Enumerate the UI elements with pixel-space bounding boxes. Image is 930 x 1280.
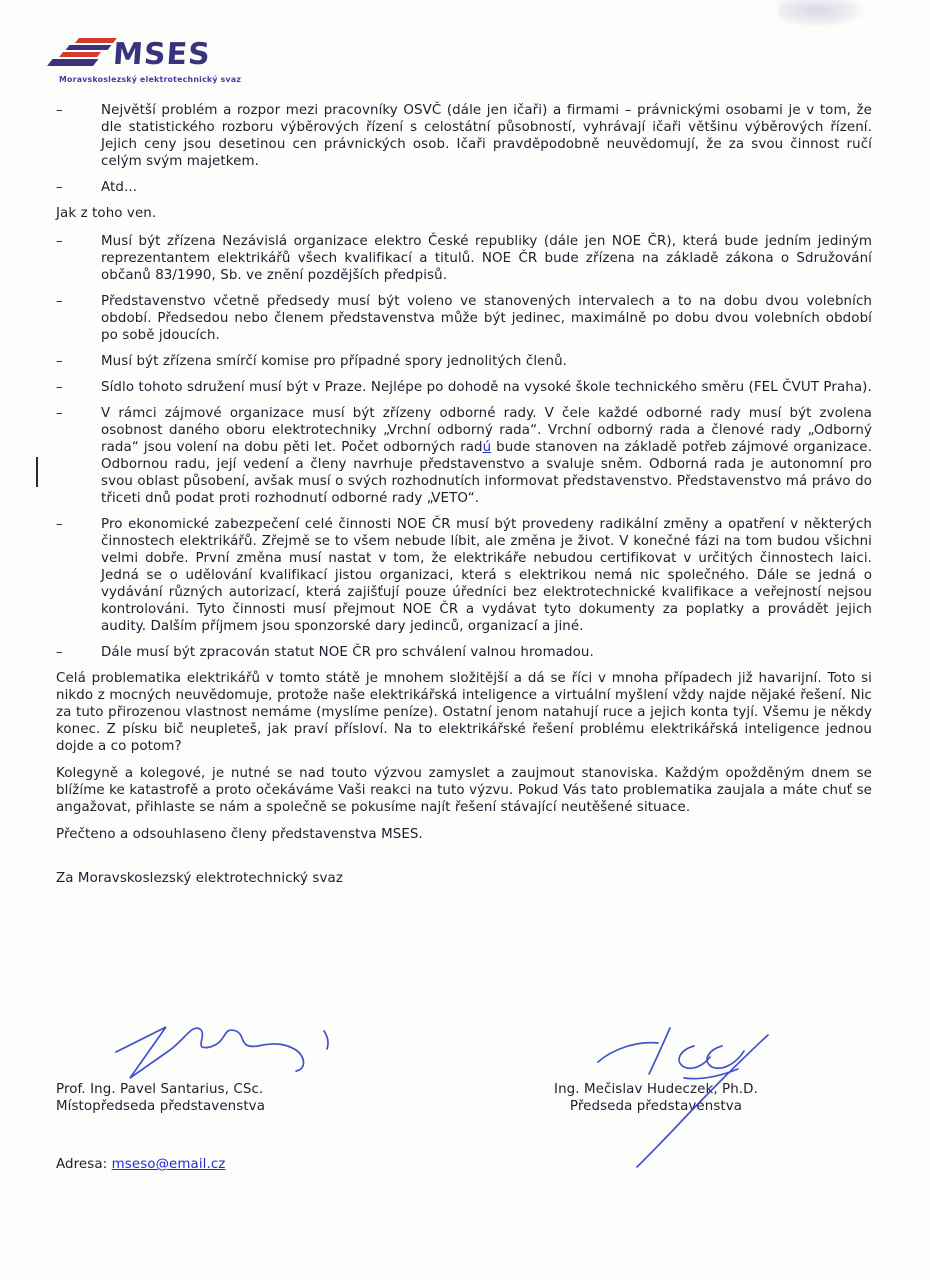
inline-text: bude stanoven na základě potřeb zájmové organizace. Odbornou radu, její vedení a členy navrhuje představenstvo a svaluje sněm. Odborná rada je autonomní pro svou oblast působení, avšak musí o svých rozhodnutích informovat představenstvo. Představenstvo má právo do třiceti dnů podat proti rozhodnutí odborné rady „VETO“. (101, 440, 872, 506)
bullet-text (101, 516, 872, 635)
signatory-title: Předseda představenstva (569, 1099, 743, 1114)
signature-block-right (548, 1081, 764, 1115)
bullet-dash: – (56, 354, 63, 369)
bullet-item (56, 102, 872, 170)
address-line (56, 1156, 225, 1173)
body-paragraphs (56, 670, 872, 816)
bullet-text (101, 644, 872, 661)
bullet-text (101, 353, 872, 370)
bullet-text (101, 379, 872, 396)
bullet-dash: – (56, 645, 63, 660)
signature-block-left (56, 1081, 265, 1115)
margin-mark-artifact (36, 457, 38, 487)
closing-line: Přečteno a odsouhlaseno členy představenstva MSES. (56, 827, 423, 842)
signatory-title: Místopředseda představenstva (56, 1099, 266, 1114)
bullet-text (101, 102, 872, 170)
inline-text: Musí být zřízena Nezávislá organizace elektro České republiky (dále jen NOE ČR), která bude jedním jediným reprezentantem elektrikářů všech kvalifikací a titulů. NOE ČR bude zřízena na základě zákona o Sdružování občanů 83/1990, Sb. ve znění pozdějších předpisů. (101, 234, 872, 283)
bullet-item (56, 179, 872, 196)
bullet-item (56, 644, 872, 661)
bullet-item (56, 405, 872, 507)
inline-text: Atd... (101, 180, 138, 195)
bullet-dash: – (56, 103, 63, 118)
signature-ink-left-accent (324, 1031, 328, 1049)
inline-text: V rámci zájmové organizace musí být zřízeny odborné rady. V čele každé odborné rady musí být zvolena osobnost daného oboru elektrotechniky „Vrchní odborný rada“. Vrchní odborný rada a členové rady „Odborný rada“ jsou volení na dobu pěti let. Počet odborných rad (101, 406, 872, 455)
email-link[interactable]: mseso@email.cz (111, 1157, 226, 1172)
transition-line: Jak z toho ven. (56, 206, 157, 221)
inline-text: Sídlo tohoto sdružení musí být v Praze. Nejlépe po dohodě na vysoké škole technického směru (FEL ČVUT Praha). (101, 380, 872, 395)
signatory-name: Prof. Ing. Pavel Santarius, CSc. (56, 1082, 264, 1097)
logo-stripes-icon (47, 38, 117, 66)
inline-text: Představenstvo včetně předsedy musí být voleno ve stanovených intervalech a to na dobu dvou volebních období. Předsedou nebo členem představenstva může být jedinec, maximálně po dobu dvou volebních období po sobě jdoucích. (101, 294, 872, 343)
bullet-dash: – (56, 406, 63, 421)
signatory-name: Ing. Mečislav Hudeczek, Ph.D. (554, 1082, 758, 1097)
inline-text: Dále musí být zpracován statut NOE ČR pro schválení valnou hromadou. (101, 645, 594, 660)
bullet-dash: – (56, 517, 63, 532)
paragraph: Kolegyně a kolegové, je nutné se nad touto výzvou zamyslet a zaujmout stanoviska. Každým opožděným dnem se blížíme ke katastrofě a proto očekáváme Vaši reakci na tuto výzvu. Pokud Vás tato problematika zaujala a máte chuť se angažovat, přihlaste se nám a společně se pokusíme najít řešení stávající neutěšené situace. (56, 766, 872, 815)
main-bullet-list (56, 233, 872, 661)
signature-ink-right-loop2 (707, 1046, 744, 1068)
intro-bullet-list (56, 102, 872, 196)
mses-logo (58, 38, 872, 88)
scan-smudge-artifact (778, 0, 864, 26)
on-behalf-line: Za Moravskoslezský elektrotechnický svaz (56, 871, 343, 886)
bullet-text (101, 293, 872, 344)
address-label: Adresa: (56, 1157, 108, 1172)
inline-marked-text: ú (482, 440, 492, 455)
bullet-item (56, 379, 872, 396)
bullet-item (56, 353, 872, 370)
bullet-text (101, 179, 872, 196)
bullet-text (101, 405, 872, 507)
logo-title: MSES (111, 37, 212, 72)
bullet-dash: – (56, 234, 63, 249)
bullet-item (56, 516, 872, 635)
bullet-item (56, 293, 872, 344)
inline-text: Největší problém a rozpor mezi pracovníky OSVČ (dále jen ičaři) a firmami – právnickými osobami je v tom, že dle statistického rozboru výběrových řízení s celostátní působností, vyhrávají ičaři většinu výběrových řízení. Jejich ceny jsou desetinou cen právnických osob. Ičaři pravděpodobně neuvědomují, že za svou činnost ručí celým svým majetkem. (101, 103, 872, 169)
bullet-dash: – (56, 380, 63, 395)
signature-ink-left (116, 1027, 304, 1078)
logo-subtitle: Moravskoslezský elektrotechnický svaz (59, 75, 242, 84)
bullet-item (56, 233, 872, 284)
bullet-text (101, 233, 872, 284)
paragraph: Celá problematika elektrikářů v tomto státě je mnohem složitější a dá se říci v mnoha případech již havarijní. Toto si nikdo z mocných neuvědomuje, protože naše elektrikářská inteligence a virtuální myšlení vždy najde nějaké řešení. Nic za tuto přirozenou vlastnost nemáme (myslíme peníze). Ostatní jenom natahují ruce a jejich konta tyjí. Všemu je někdy konec. Z písku bič neupleteš, jak praví přísloví. Na to elektrikářské řešení problému elektrikářská inteligence jednou dojde a co potom? (56, 671, 872, 754)
signature-ink-right (598, 1043, 658, 1062)
signature-ink-right-loop1 (679, 1046, 710, 1068)
bullet-dash: – (56, 180, 63, 195)
inline-text: Pro ekonomické zabezpečení celé činnosti NOE ČR musí být provedeny radikální změny a opatření v některých činnostech elektrikářů. Zřejmě se to všem nebude líbit, ale změna je život. V konečné fázi na tom budou všichni velmi dobře. První změna musí nastat v tom, že elektrikáře nebudou certifikovat v určitých činnostech laici. Jedná se o udělování kvalifikací jistou organizaci, která s elektrikou nemá nic společného. Dále se jedná o vydávání různých autorizací, která zajišťují pouze úředníci bez elektrotechnické kvalifikace a veřejností nejsou kontrolováni. Tyto činnosti musí přejmout NOE ČR a vydávat tyto dokumenty za poplatky a provádět jejich audity. Dalším příjmem jsou sponzorské dary jedinců, organizací a jiné. (101, 517, 872, 634)
inline-text: Musí být zřízena smírčí komise pro případné spory jednolitých členů. (101, 354, 568, 369)
bullet-dash: – (56, 294, 63, 309)
signature-ink-right-stroke (649, 1028, 670, 1074)
signature-ink-right-underline (684, 1069, 738, 1079)
